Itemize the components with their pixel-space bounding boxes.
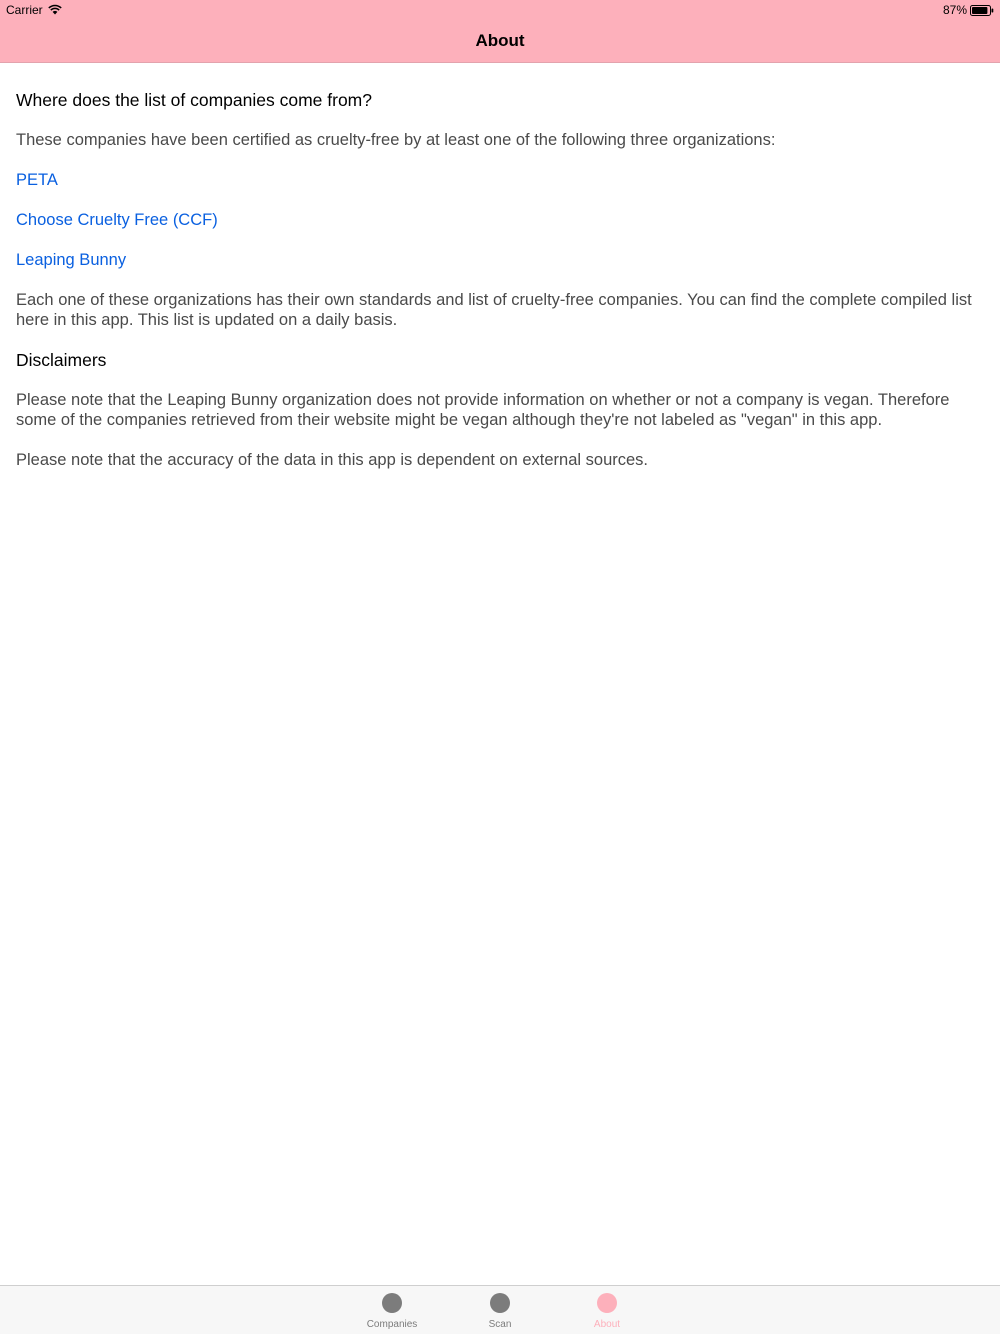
tab-companies[interactable] bbox=[347, 1286, 437, 1334]
tab-label: About bbox=[593, 1319, 621, 1330]
tab-bar bbox=[0, 1285, 1000, 1334]
battery-percent: 87% bbox=[942, 3, 967, 17]
circle-icon bbox=[597, 1293, 617, 1313]
tab-label: Companies bbox=[366, 1319, 418, 1330]
circle-icon bbox=[382, 1293, 402, 1313]
circle-icon bbox=[490, 1293, 510, 1313]
peta-link[interactable]: PETA bbox=[16, 171, 58, 189]
ccf-link[interactable]: Choose Cruelty Free (CCF) bbox=[16, 211, 218, 229]
carrier-label: Carrier bbox=[6, 3, 43, 17]
battery-icon bbox=[970, 5, 994, 16]
about-content bbox=[16, 90, 984, 490]
page-title: About bbox=[475, 31, 525, 50]
disclaimers-heading: Disclaimers bbox=[16, 350, 107, 370]
tab-about[interactable] bbox=[562, 1286, 652, 1334]
navigation-header bbox=[0, 0, 1000, 63]
leaping-bunny-link[interactable]: Leaping Bunny bbox=[16, 251, 127, 269]
tab-scan[interactable] bbox=[455, 1286, 545, 1334]
status-bar bbox=[0, 0, 1000, 20]
tab-label: Scan bbox=[488, 1319, 512, 1330]
vegan-disclaimer-text: Please note that the Leaping Bunny organization does not provide information on whether or not a company is vegan. Therefore some of the companies retrieved from their website might be vegan although they're not labeled as "vegan" in this app. bbox=[16, 391, 950, 429]
source-heading: Where does the list of companies come from? bbox=[16, 90, 372, 110]
standards-text: Each one of these organizations has their own standards and list of cruelty-free companies. You can find the complete compiled list here in this app. This list is updated on a daily basis. bbox=[16, 291, 972, 329]
accuracy-disclaimer-text: Please note that the accuracy of the data in this app is dependent on external sources. bbox=[16, 451, 648, 469]
wifi-icon bbox=[48, 4, 62, 15]
intro-text: These companies have been certified as cruelty-free by at least one of the following three organizations: bbox=[16, 131, 776, 149]
